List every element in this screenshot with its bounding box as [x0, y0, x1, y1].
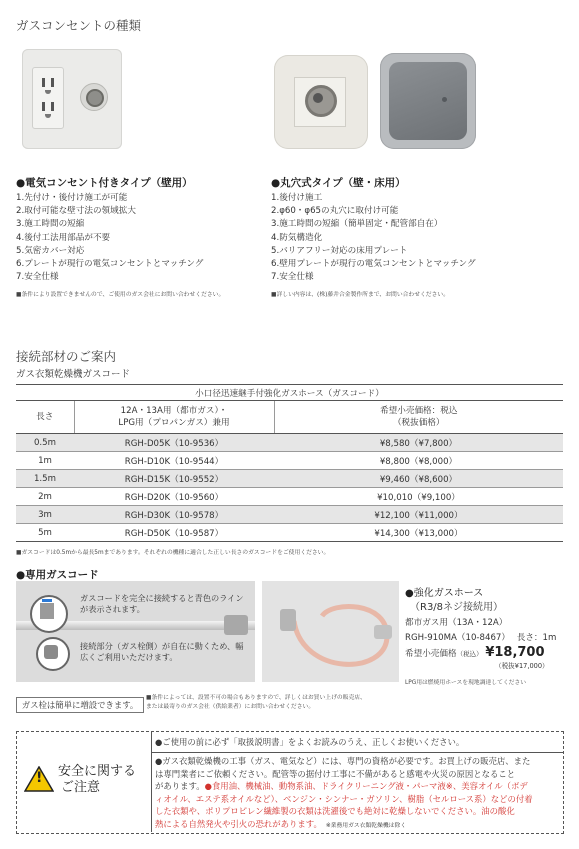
list-item: 5.気密カバー対応 — [16, 245, 85, 256]
section-title-gas-outlet: ガスコンセントの種類 — [16, 18, 142, 33]
callout-swivel: 接続部分（ガス栓側）が自在に動くため、幅広くご利用いただけます。 — [80, 641, 244, 662]
table-header-model: 12A・13A用（都市ガス）・ LPG用（プロパンガス）兼用 — [74, 401, 274, 434]
coiled-hose-icon — [262, 581, 399, 682]
warning-title-line: ご注意 — [61, 780, 101, 795]
hose-note: LPG用は燃焼用ホースを現地調達してください — [405, 680, 527, 686]
round-outlet-silver-image — [380, 53, 476, 149]
list-item: 2.取付可能な壁寸法の領域拡大 — [16, 206, 136, 217]
section-subtitle: ガス衣類乾燥機ガスコード — [16, 369, 131, 380]
table-cell: 1.5m — [16, 470, 74, 488]
list-item: 4.後付工法用部品が不要 — [16, 232, 111, 243]
table-cell: ¥9,460（¥8,600） — [274, 470, 563, 488]
table-cell: RGH-D15K（10-9552） — [74, 470, 274, 488]
hose-price — [405, 645, 545, 660]
table-cell: ¥12,100（¥11,000） — [274, 506, 563, 524]
table-cell: RGH-D20K（10-9560） — [74, 488, 274, 506]
list-item: 3.施工時間の短縮 — [16, 219, 85, 230]
table-row — [16, 434, 563, 452]
price-value: ¥18,700 — [485, 645, 545, 660]
cord-note: ■条件によっては、設置不可の場合もありますので、詳しくはお買い上げの販売店、または最寄りのガス会社（供給業者）にお問い合わせください。 — [146, 695, 366, 710]
easy-extension-caption: ガス栓は簡単に増設できます。 — [16, 697, 144, 713]
list-item: 6.壁用プレートが現行の電気コンセントとマッチング — [271, 259, 476, 270]
table-cell: ¥8,580（¥7,800） — [274, 434, 563, 452]
section-title-connection-parts: 接続部材のご案内 — [16, 349, 117, 364]
list-item: 6.プレートが現行の電気コンセントとマッチング — [16, 259, 204, 270]
safety-warning-title — [58, 764, 136, 796]
price-label: 希望小売価格 — [405, 649, 457, 659]
hose-model-number: RGH-910MA（10-8467） — [405, 633, 510, 643]
electric-type-features — [16, 192, 256, 284]
table-cell: 3m — [16, 506, 74, 524]
table-row — [16, 524, 563, 542]
table-row — [16, 470, 563, 488]
hose-subheading: （R3/8ネジ接続用） — [410, 602, 504, 613]
list-item: 3.施工時間の短縮（簡単固定・配管部自在） — [271, 219, 443, 230]
cord-heading: ●専用ガスコード — [16, 569, 99, 581]
round-type-heading: ●丸穴式タイプ（壁・床用） — [271, 177, 406, 189]
warning-row-divider — [151, 752, 563, 753]
warning-line-installation — [155, 755, 559, 833]
round-type-note: ■詳しい内容は、(株)藤井合金製作所まで、お問い合わせください。 — [271, 292, 449, 298]
list-item: 7.安全仕様 — [271, 272, 314, 283]
table-cell: 1m — [16, 452, 74, 470]
round-type-features — [271, 192, 561, 284]
callout-blue-line: ガスコードを完全に接続すると青色のラインが表示されます。 — [80, 593, 244, 614]
table-cell: RGH-D50K（10-9587） — [74, 524, 274, 542]
hose-model — [405, 631, 556, 643]
warning-line-manual: ●ご使用の前に必ず「取扱説明書」をよくお読みのうえ、正しくお使いください。 — [155, 737, 465, 747]
table-row — [16, 506, 563, 524]
table-cell: ¥14,300（¥13,000） — [274, 524, 563, 542]
warning-title-line: 安全に関する — [58, 764, 137, 779]
gas-cord-table — [16, 384, 563, 542]
hose-length: 長さ：1m — [516, 633, 557, 643]
list-item: 4.防気構造化 — [271, 232, 323, 243]
warning-text-red: 熱による自然発火や引火の恐れがあります。 — [155, 818, 322, 829]
list-item: 2.φ60・φ65の丸穴に取付け可能 — [271, 206, 399, 217]
warning-text: ●ガス衣類乾燥機の工事（ガス、電気など）には、専門の資格が必要です。お買上げの販売店、また — [155, 756, 531, 766]
warning-text-red: した衣類や、ポリプロピレン繊維製の衣類は洗濯後でも絶対に乾燥しないでください。油の酸化 — [155, 806, 515, 817]
round-outlet-white-image — [274, 55, 368, 149]
table-note: ■ガスコードは0.5mから最長5mまであります。それぞれの機種に適合した正しい長さのガスコードをご使用ください。 — [16, 550, 330, 556]
reinforced-hose-image — [262, 581, 399, 682]
warning-text: があります。 — [155, 781, 205, 792]
hose-gas-type: 都市ガス用（13A・12A） — [405, 618, 508, 628]
electric-type-heading: ●電気コンセント付きタイプ（壁用） — [16, 177, 193, 189]
table-cell: RGH-D05K（10-9536） — [74, 434, 274, 452]
table-cell: 0.5m — [16, 434, 74, 452]
list-item: 1.先付け・後付け施工が可能 — [16, 193, 128, 203]
table-header-price: 希望小売価格：税込 （税抜価格） — [274, 401, 563, 434]
list-item: 5.バリアフリー対応の床用プレート — [271, 245, 408, 256]
table-cell: 5m — [16, 524, 74, 542]
electric-type-note: ■条件により設置できませんので、ご使用のガス会社にお問い合わせください。 — [16, 292, 225, 298]
price-excl-tax: （税抜¥17,000） — [495, 662, 549, 670]
table-cell: ¥10,010（¥9,100） — [274, 488, 563, 506]
warning-text-red: ●食用油、機械油、動物系油、ドライクリーニング液・パーマ液※、美容オイル（ボデ — [204, 781, 528, 792]
warning-text-red: ィオイル、エステ系オイルなど）、ベンジン・シンナー・ガソリン、樹脂（セルロース系）などの付着 — [155, 793, 533, 804]
table-cell: RGH-D30K（10-9578） — [74, 506, 274, 524]
table-row — [16, 488, 563, 506]
table-cell: ¥8,800（¥8,000） — [274, 452, 563, 470]
table-cell: RGH-D10K（10-9544） — [74, 452, 274, 470]
warning-text: は専門業者にご依頼ください。配管等の据付け工事に不備があると感電や火災の原因となること — [155, 768, 516, 779]
warning-divider — [151, 731, 152, 832]
table-cell: 2m — [16, 488, 74, 506]
table-row — [16, 452, 563, 470]
list-item: 1.後付け施工 — [271, 193, 323, 203]
table-header-length: 長さ — [16, 401, 74, 434]
hose-heading: ●強化ガスホース — [405, 588, 484, 599]
list-item: 7.安全仕様 — [16, 272, 59, 283]
table-caption: 小口径迅速継手付強化ガスホース（ガスコード） — [16, 385, 563, 401]
electric-outlet-plate-image — [22, 49, 122, 149]
price-tax-label: （税込） — [456, 650, 483, 658]
gas-cord-image — [16, 581, 255, 682]
warning-icon-mark: ! — [36, 770, 43, 786]
warning-footnote: ※業務用ガス衣類乾燥機は除く — [325, 822, 407, 829]
